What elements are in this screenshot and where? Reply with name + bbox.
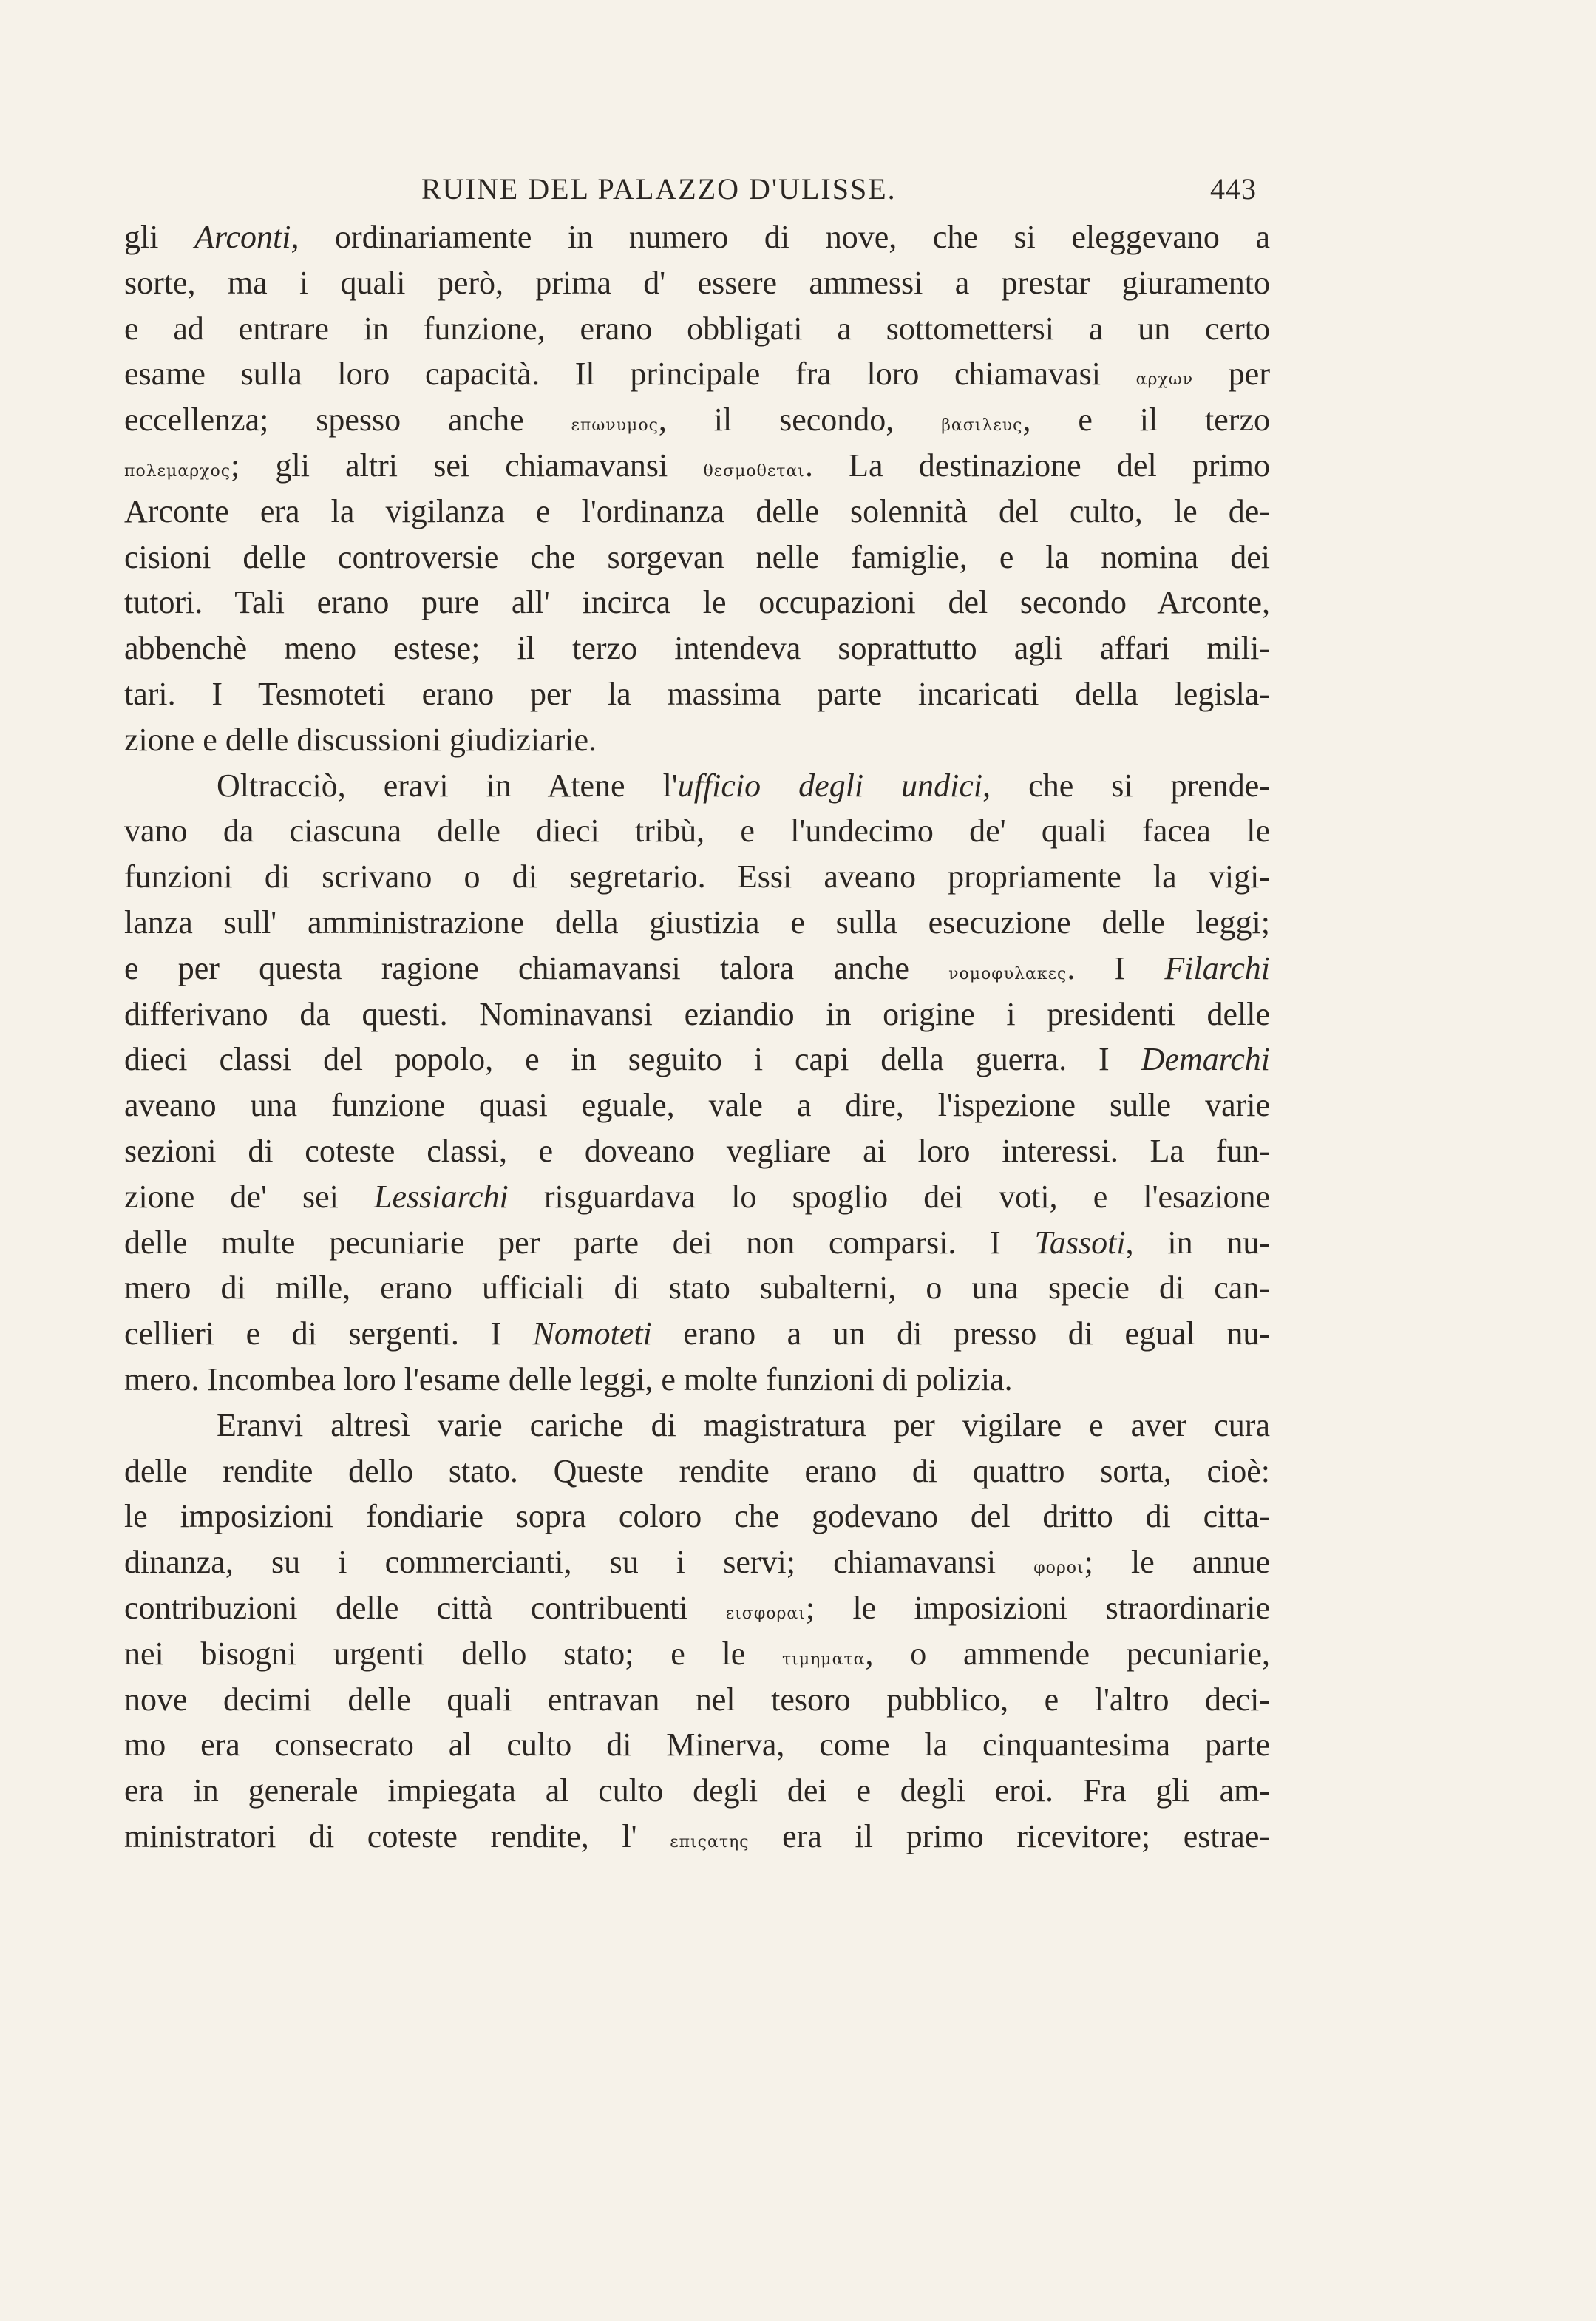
text-line — [124, 580, 1270, 626]
text-run: Oltracciò, eravi in Atene l' — [217, 767, 678, 804]
text-line — [124, 1311, 1270, 1357]
text-line — [124, 854, 1270, 900]
text-line — [124, 1631, 1270, 1677]
text-line — [124, 1494, 1270, 1539]
text-run: zione e delle discussioni giudiziarie. — [124, 721, 597, 758]
text-run: esame sulla loro capacità. Il principale fra loro chiamavasi — [124, 356, 1136, 393]
text-run: mo era consecrato al culto di Minerva, come la cinquantesima parte — [124, 1727, 1270, 1763]
greek-term: βασιλευς — [941, 416, 1023, 436]
text-run: dinanza, su i commercianti, su i servi; chiamavansi — [124, 1544, 1034, 1581]
text-run: tari. I Tesmoteti erano per la massima parte incaricati della legisla- — [124, 675, 1270, 712]
text-line — [124, 1539, 1270, 1585]
text-line — [124, 397, 1270, 443]
text-run: cisioni delle controversie che sorgevan nelle famiglie, e la nomina dei — [124, 538, 1270, 575]
text-run: mero di mille, erano ufficiali di stato subalterni, o una specie di can- — [124, 1270, 1270, 1307]
text-run: dieci classi del popolo, e in seguito i capi della guerra. I — [124, 1041, 1141, 1078]
text-run: ; gli altri sei chiamavansi — [231, 447, 704, 484]
text-line — [124, 992, 1270, 1037]
text-run: Eranvi altresì varie cariche di magistratura per vigilare e aver cura — [217, 1406, 1270, 1443]
text-line — [124, 1585, 1270, 1631]
greek-term: αρχων — [1135, 370, 1194, 390]
text-run: delle multe pecuniarie per parte dei non comparsi. I — [124, 1224, 1035, 1261]
text-line — [124, 1082, 1270, 1128]
text-run: vano da ciascuna delle dieci tribù, e l'undecimo de' quali facea le — [124, 813, 1270, 850]
running-title: RUINE DEL PALAZZO D'ULISSE. — [421, 172, 897, 206]
text-line — [124, 1357, 1270, 1403]
text-run: funzioni di scrivano o di segretario. Essi aveano propriamente la vigi- — [124, 858, 1270, 895]
text-run: contribuzioni delle città contribuenti — [124, 1589, 726, 1626]
text-run: mero. Incombea loro l'esame delle leggi, e molte funzioni di polizia. — [124, 1361, 1013, 1397]
text-run: sorte, ma i quali però, prima d' essere ammessi a prestar giuramento — [124, 264, 1270, 301]
text-run: . La destinazione del primo — [804, 447, 1270, 484]
text-run: , in nu- — [1125, 1224, 1270, 1261]
greek-term: επωνυμος — [571, 416, 659, 436]
text-run: e ad entrare in funzione, erano obbligati a sottomettersi a un certo — [124, 310, 1270, 347]
text-run: era il primo ricevitore; estrae- — [749, 1817, 1270, 1854]
text-line — [124, 1265, 1270, 1311]
text-run: gli — [124, 219, 195, 255]
text-run: abbenchè meno estese; il terzo intendeva soprattutto agli affari mili- — [124, 630, 1270, 667]
text-run: tutori. Tali erano pure all' incirca le occupazioni del secondo Arconte, — [124, 584, 1270, 621]
text-line — [124, 1814, 1270, 1860]
text-run: delle rendite dello stato. Queste rendite erano di quattro sorta, cioè: — [124, 1452, 1270, 1489]
text-run: risguardava lo spoglio dei voti, e l'esazione — [508, 1178, 1270, 1215]
text-run: , o ammende pecuniarie, — [865, 1635, 1270, 1672]
text-line — [124, 626, 1270, 671]
text-run: erano a un di presso di egual nu- — [651, 1315, 1270, 1352]
text-run: cellieri e di sergenti. I — [124, 1315, 533, 1352]
text-line — [124, 1677, 1270, 1723]
running-header — [421, 172, 1257, 216]
text-run: , ordinariamente in numero di nove, che si eleggevano a — [291, 219, 1270, 255]
text-run: , e il terzo — [1022, 401, 1270, 438]
italic-term: Demarchi — [1141, 1041, 1270, 1078]
text-line — [124, 900, 1270, 946]
greek-term: εισφοραι — [725, 1604, 806, 1623]
italic-term: Filarchi — [1164, 949, 1270, 986]
text-run: zione de' sei — [124, 1178, 374, 1215]
text-run: sezioni di coteste classi, e doveano vegliare ai loro interessi. La fun- — [124, 1132, 1270, 1169]
text-run: Arconte era la vigilanza e l'ordinanza delle solennità del culto, le de- — [124, 492, 1270, 529]
text-line — [124, 1128, 1270, 1174]
page-number: 443 — [1210, 172, 1257, 206]
body-text — [124, 214, 1270, 1860]
text-run: . I — [1067, 949, 1165, 986]
text-line — [124, 351, 1270, 397]
text-line — [124, 671, 1270, 717]
text-line — [124, 1448, 1270, 1494]
text-run: nei bisogni urgenti dello stato; e le — [124, 1635, 783, 1672]
greek-term: πολεμαρχος — [124, 461, 231, 481]
text-line — [124, 260, 1270, 306]
text-run: ; le imposizioni straordinarie — [805, 1589, 1270, 1626]
text-line — [124, 214, 1270, 260]
text-run: lanza sull' amministrazione della giustizia e sulla esecuzione delle leggi; — [124, 904, 1270, 941]
text-line — [124, 489, 1270, 535]
text-line — [124, 1037, 1270, 1082]
text-line — [124, 1403, 1270, 1448]
text-line — [124, 1768, 1270, 1814]
greek-term: θεσμοθεται — [703, 461, 805, 481]
text-line — [124, 443, 1270, 489]
text-line — [124, 763, 1270, 809]
greek-term: τιμηματα — [782, 1650, 866, 1669]
italic-term: Nomoteti — [532, 1315, 652, 1352]
text-line — [124, 946, 1270, 992]
text-run: , il secondo, — [658, 401, 942, 438]
greek-term: φοροι — [1033, 1559, 1084, 1578]
text-run: ministratori di coteste rendite, l' — [124, 1817, 670, 1854]
text-line — [124, 306, 1270, 352]
text-run: , che si prende- — [982, 767, 1270, 804]
greek-term: επιςατης — [670, 1832, 750, 1851]
text-run: per — [1193, 356, 1270, 393]
greek-term: νομοφυλακες — [948, 964, 1067, 983]
text-run: differivano da questi. Nominavansi eziandio in origine i presidenti delle — [124, 995, 1270, 1032]
text-run: e per questa ragione chiamavansi talora anche — [124, 949, 949, 986]
italic-term: Lessiarchi — [374, 1178, 509, 1215]
text-run: era in generale impiegata al culto degli dei e degli eroi. Fra gli am- — [124, 1772, 1270, 1809]
text-line — [124, 535, 1270, 580]
text-run: aveano una funzione quasi eguale, vale a dire, l'ispezione sulle varie — [124, 1087, 1270, 1124]
text-run: eccellenza; spesso anche — [124, 401, 571, 438]
text-line — [124, 717, 1270, 763]
text-line — [124, 1174, 1270, 1220]
italic-term: ufficio degli undici — [677, 767, 983, 804]
text-line — [124, 808, 1270, 854]
text-run: ; le annue — [1084, 1544, 1270, 1581]
text-run: nove decimi delle quali entravan nel tesoro pubblico, e l'altro deci- — [124, 1681, 1270, 1718]
italic-term: Arconti — [194, 219, 291, 255]
text-line — [124, 1722, 1270, 1768]
text-line — [124, 1220, 1270, 1266]
italic-term: Tassoti — [1034, 1224, 1126, 1261]
text-run: le imposizioni fondiarie sopra coloro che godevano del dritto di citta- — [124, 1498, 1270, 1535]
